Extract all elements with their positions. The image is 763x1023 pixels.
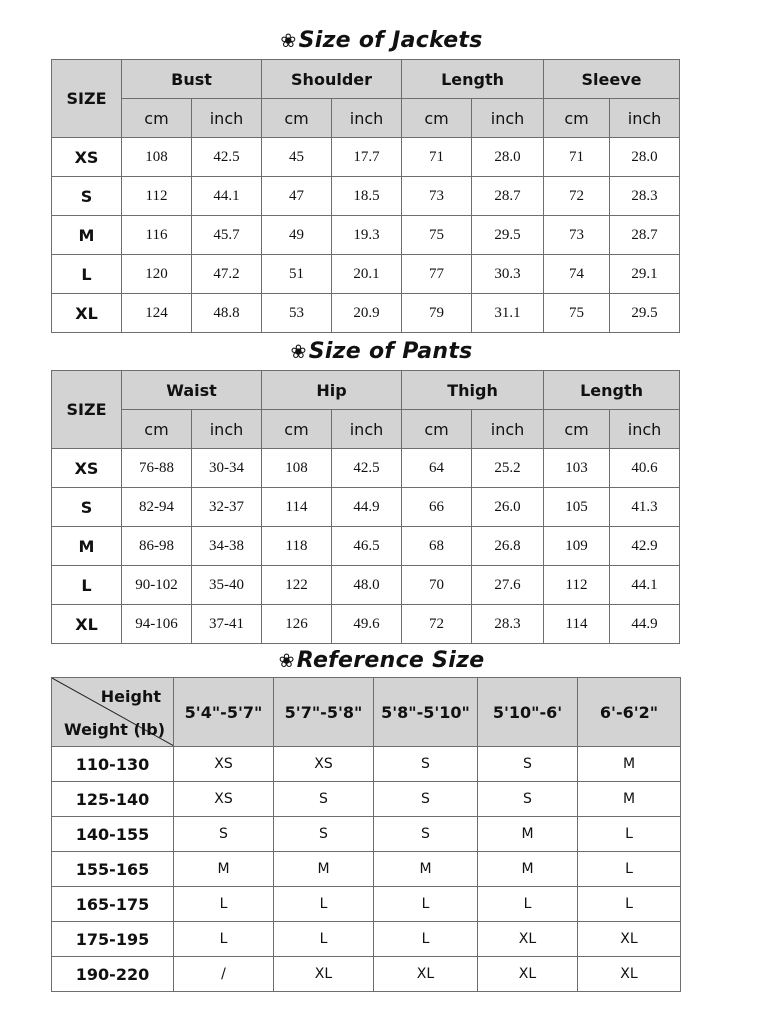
- unit-header: cm: [122, 99, 192, 138]
- size-cell: M: [52, 527, 122, 566]
- value-cell: 28.3: [610, 177, 680, 216]
- table-row: [52, 294, 680, 333]
- size-cell: L: [52, 566, 122, 605]
- value-cell: 30.3: [472, 255, 544, 294]
- size-cell: XL: [478, 957, 578, 992]
- value-cell: 40.6: [610, 449, 680, 488]
- value-cell: 126: [262, 605, 332, 644]
- height-header: 5'10"-6': [478, 678, 578, 747]
- value-cell: 103: [544, 449, 610, 488]
- value-cell: 105: [544, 488, 610, 527]
- size-cell: S: [478, 747, 578, 782]
- value-cell: 44.1: [192, 177, 262, 216]
- value-cell: 47.2: [192, 255, 262, 294]
- unit-header: cm: [122, 410, 192, 449]
- value-cell: 30-34: [192, 449, 262, 488]
- size-cell: XS: [52, 449, 122, 488]
- value-cell: 68: [402, 527, 472, 566]
- size-cell: L: [52, 255, 122, 294]
- unit-header: cm: [402, 410, 472, 449]
- table-row: [52, 747, 681, 782]
- unit-header: inch: [472, 410, 544, 449]
- unit-header: cm: [262, 99, 332, 138]
- size-cell: L: [174, 922, 274, 957]
- value-cell: 73: [402, 177, 472, 216]
- value-cell: 29.5: [472, 216, 544, 255]
- value-cell: 112: [544, 566, 610, 605]
- unit-header: inch: [192, 99, 262, 138]
- value-cell: 46.5: [332, 527, 402, 566]
- size-cell: S: [374, 782, 478, 817]
- size-cell: XS: [52, 138, 122, 177]
- jackets-table: [51, 59, 680, 333]
- size-cell: XL: [52, 294, 122, 333]
- value-cell: 49.6: [332, 605, 402, 644]
- size-cell: L: [274, 887, 374, 922]
- value-cell: 31.1: [472, 294, 544, 333]
- size-cell: XL: [578, 957, 681, 992]
- table-row: [52, 922, 681, 957]
- value-cell: 47: [262, 177, 332, 216]
- value-cell: 122: [262, 566, 332, 605]
- size-cell: M: [578, 782, 681, 817]
- size-cell: S: [52, 488, 122, 527]
- column-group-header: Hip: [262, 371, 402, 410]
- value-cell: 114: [262, 488, 332, 527]
- unit-header: inch: [610, 410, 680, 449]
- value-cell: 53: [262, 294, 332, 333]
- value-cell: 34-38: [192, 527, 262, 566]
- table-row: [52, 957, 681, 992]
- size-cell: M: [174, 852, 274, 887]
- value-cell: 44.1: [610, 566, 680, 605]
- column-group-header: Thigh: [402, 371, 544, 410]
- value-cell: 72: [544, 177, 610, 216]
- height-label: Height: [100, 687, 161, 706]
- value-cell: 71: [544, 138, 610, 177]
- size-cell: XL: [52, 605, 122, 644]
- size-cell: M: [274, 852, 374, 887]
- table-row: [52, 566, 680, 605]
- value-cell: 26.8: [472, 527, 544, 566]
- unit-header: cm: [544, 99, 610, 138]
- size-cell: L: [578, 852, 681, 887]
- column-group-header: Waist: [122, 371, 262, 410]
- size-cell: M: [478, 852, 578, 887]
- value-cell: 27.6: [472, 566, 544, 605]
- value-cell: 48.0: [332, 566, 402, 605]
- weight-cell: 190-220: [52, 957, 174, 992]
- value-cell: 19.3: [332, 216, 402, 255]
- size-cell: L: [578, 887, 681, 922]
- size-cell: /: [174, 957, 274, 992]
- size-cell: XL: [578, 922, 681, 957]
- value-cell: 48.8: [192, 294, 262, 333]
- column-group-header: Sleeve: [544, 60, 680, 99]
- flower-icon: ❀: [290, 341, 307, 363]
- value-cell: 18.5: [332, 177, 402, 216]
- size-cell: S: [374, 817, 478, 852]
- value-cell: 112: [122, 177, 192, 216]
- size-cell: XL: [374, 957, 478, 992]
- size-cell: M: [578, 747, 681, 782]
- unit-header: inch: [192, 410, 262, 449]
- table-row: [52, 488, 680, 527]
- weight-cell: 165-175: [52, 887, 174, 922]
- size-cell: L: [374, 922, 478, 957]
- value-cell: 28.3: [472, 605, 544, 644]
- value-cell: 17.7: [332, 138, 402, 177]
- height-weight-header: [52, 678, 174, 747]
- value-cell: 71: [402, 138, 472, 177]
- size-cell: M: [374, 852, 478, 887]
- value-cell: 118: [262, 527, 332, 566]
- unit-header: inch: [332, 410, 402, 449]
- column-group-header: Bust: [122, 60, 262, 99]
- value-cell: 32-37: [192, 488, 262, 527]
- size-cell: XS: [174, 747, 274, 782]
- value-cell: 28.7: [610, 216, 680, 255]
- value-cell: 94-106: [122, 605, 192, 644]
- jackets-title: ❀Size of Jackets: [280, 28, 483, 53]
- value-cell: 82-94: [122, 488, 192, 527]
- table-row: [52, 605, 680, 644]
- size-header: SIZE: [52, 371, 122, 449]
- size-cell: L: [478, 887, 578, 922]
- size-cell: S: [274, 817, 374, 852]
- value-cell: 42.5: [332, 449, 402, 488]
- value-cell: 25.2: [472, 449, 544, 488]
- value-cell: 79: [402, 294, 472, 333]
- value-cell: 66: [402, 488, 472, 527]
- value-cell: 86-98: [122, 527, 192, 566]
- pants-title: ❀Size of Pants: [290, 339, 473, 364]
- size-cell: S: [478, 782, 578, 817]
- value-cell: 42.9: [610, 527, 680, 566]
- value-cell: 45.7: [192, 216, 262, 255]
- flower-icon: ❀: [280, 30, 297, 52]
- value-cell: 26.0: [472, 488, 544, 527]
- size-cell: S: [174, 817, 274, 852]
- unit-header: inch: [472, 99, 544, 138]
- value-cell: 42.5: [192, 138, 262, 177]
- flower-icon: ❀: [278, 650, 295, 672]
- size-cell: XL: [274, 957, 374, 992]
- value-cell: 120: [122, 255, 192, 294]
- value-cell: 70: [402, 566, 472, 605]
- size-cell: XL: [478, 922, 578, 957]
- value-cell: 20.1: [332, 255, 402, 294]
- size-header: SIZE: [52, 60, 122, 138]
- size-cell: M: [52, 216, 122, 255]
- size-cell: S: [374, 747, 478, 782]
- value-cell: 73: [544, 216, 610, 255]
- unit-header: inch: [610, 99, 680, 138]
- pants-table: [51, 370, 680, 644]
- size-cell: M: [478, 817, 578, 852]
- height-header: 6'-6'2": [578, 678, 681, 747]
- height-header: 5'8"-5'10": [374, 678, 478, 747]
- unit-header: inch: [332, 99, 402, 138]
- table-row: [52, 887, 681, 922]
- reference-table: [51, 677, 681, 992]
- weight-cell: 175-195: [52, 922, 174, 957]
- value-cell: 75: [544, 294, 610, 333]
- value-cell: 49: [262, 216, 332, 255]
- value-cell: 28.7: [472, 177, 544, 216]
- size-cell: XS: [174, 782, 274, 817]
- weight-cell: 140-155: [52, 817, 174, 852]
- value-cell: 45: [262, 138, 332, 177]
- size-cell: L: [174, 887, 274, 922]
- table-row: [52, 177, 680, 216]
- value-cell: 41.3: [610, 488, 680, 527]
- table-row: [52, 255, 680, 294]
- table-row: [52, 782, 681, 817]
- weight-label: Weight (lb): [64, 720, 166, 739]
- value-cell: 90-102: [122, 566, 192, 605]
- column-group-header: Length: [402, 60, 544, 99]
- value-cell: 51: [262, 255, 332, 294]
- value-cell: 77: [402, 255, 472, 294]
- size-cell: L: [578, 817, 681, 852]
- value-cell: 76-88: [122, 449, 192, 488]
- value-cell: 116: [122, 216, 192, 255]
- weight-cell: 125-140: [52, 782, 174, 817]
- value-cell: 28.0: [610, 138, 680, 177]
- table-row: [52, 449, 680, 488]
- value-cell: 29.1: [610, 255, 680, 294]
- weight-cell: 110-130: [52, 747, 174, 782]
- value-cell: 28.0: [472, 138, 544, 177]
- column-group-header: Shoulder: [262, 60, 402, 99]
- size-cell: S: [52, 177, 122, 216]
- value-cell: 44.9: [610, 605, 680, 644]
- table-row: [52, 527, 680, 566]
- value-cell: 108: [122, 138, 192, 177]
- unit-header: cm: [402, 99, 472, 138]
- value-cell: 72: [402, 605, 472, 644]
- height-header: 5'7"-5'8": [274, 678, 374, 747]
- value-cell: 108: [262, 449, 332, 488]
- value-cell: 64: [402, 449, 472, 488]
- table-row: [52, 138, 680, 177]
- table-row: [52, 216, 680, 255]
- value-cell: 75: [402, 216, 472, 255]
- value-cell: 29.5: [610, 294, 680, 333]
- value-cell: 37-41: [192, 605, 262, 644]
- size-cell: L: [274, 922, 374, 957]
- reference-title: ❀Reference Size: [278, 648, 485, 673]
- weight-cell: 155-165: [52, 852, 174, 887]
- value-cell: 124: [122, 294, 192, 333]
- value-cell: 20.9: [332, 294, 402, 333]
- table-row: [52, 852, 681, 887]
- value-cell: 109: [544, 527, 610, 566]
- unit-header: cm: [262, 410, 332, 449]
- size-cell: S: [274, 782, 374, 817]
- height-header: 5'4"-5'7": [174, 678, 274, 747]
- value-cell: 74: [544, 255, 610, 294]
- value-cell: 35-40: [192, 566, 262, 605]
- value-cell: 44.9: [332, 488, 402, 527]
- size-cell: L: [374, 887, 478, 922]
- table-row: [52, 817, 681, 852]
- value-cell: 114: [544, 605, 610, 644]
- column-group-header: Length: [544, 371, 680, 410]
- unit-header: cm: [544, 410, 610, 449]
- size-cell: XS: [274, 747, 374, 782]
